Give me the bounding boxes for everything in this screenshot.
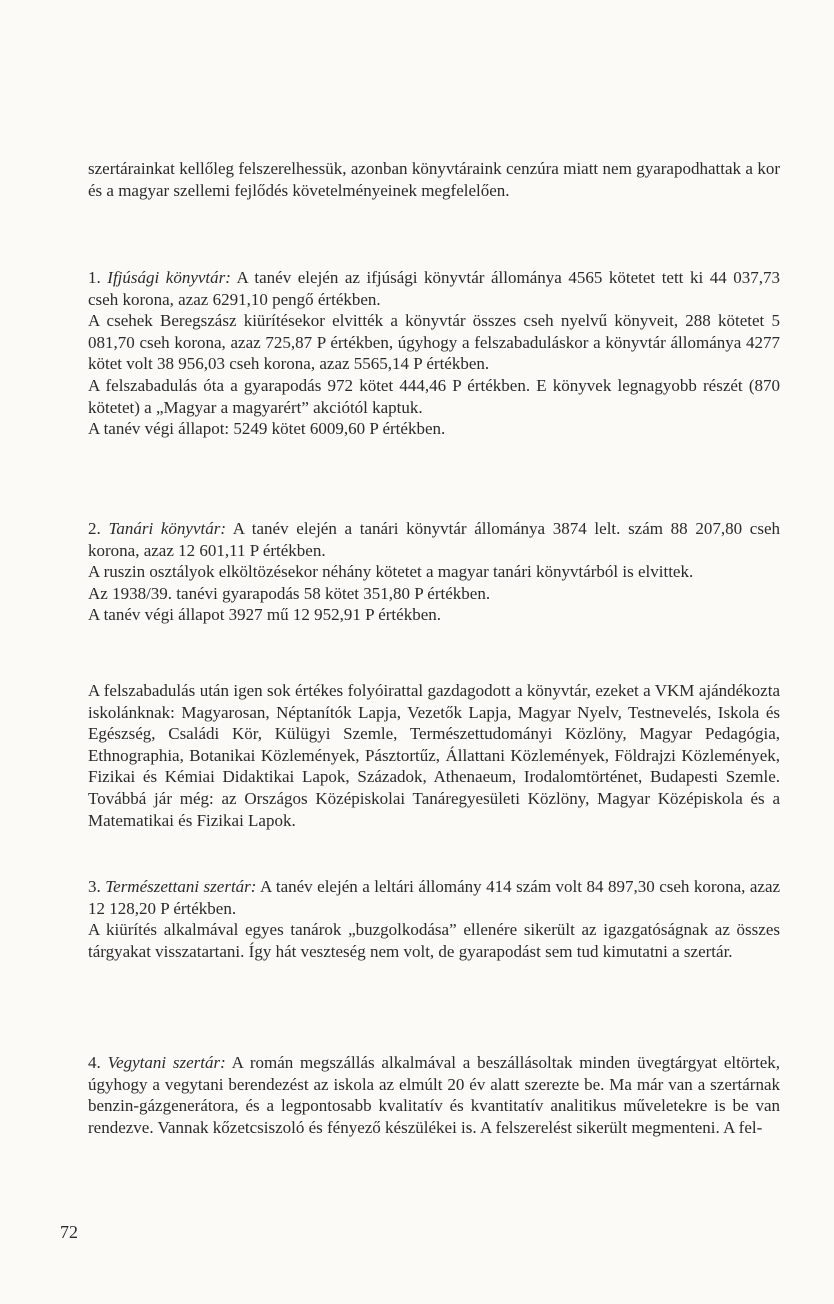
section4-number: 4. [88,1053,101,1072]
section2-title: Tanári könyvtár: [108,519,226,538]
section1-para2: A csehek Beregszász kiürítésekor elvitték a könyvtár összes cseh nyelvű könyveit, 288 kötetet 5 081,70 cseh korona, azaz 725,87 P értékben, úgyhogy a felszabaduláskor a könyvtár állománya 4277 kötet volt 38 956,03 cseh korona, azaz 5565,14 P értékben. [88,311,780,374]
section2-para1 [88,518,780,561]
section4-para1 [88,1052,780,1138]
section2-para3: Az 1938/39. tanévi gyarapodás 58 kötet 351,80 P értékben. [88,583,491,603]
section3-para1 [88,876,780,919]
section3-title: Természettani szertár: [105,877,257,896]
section2-para2: A ruszin osztályok elköltözésekor néhány kötetet a magyar tanári könyvtárból is elvittek. [88,562,694,582]
intro-text: szertárainkat kellőleg felszerelhessük, azonban könyvtáraink cenzúra miatt nem gyarapodhattak a kor és a magyar szellemi fejlődés követelményeinek megfelelően. [88,159,780,200]
section2-p1: A tanév elején a tanári könyvtár állománya 3874 lelt. szám 88 207,80 cseh korona, azaz 12 601,11 P értékben. [88,519,781,560]
periodicals-paragraph [88,680,780,831]
section-vegytani-szertar [88,1052,780,1138]
section1-para1 [88,267,780,310]
section1-p1: A tanév elején az ifjúsági könyvtár állománya 4565 kötetet tett ki 44 037,73 cseh korona, azaz 6291,10 pengő értékben. [88,268,780,309]
section3-p1: A tanév elején a leltári állomány 414 szám volt 84 897,30 cseh korona, azaz 12 128,20 P értékben. [88,877,781,918]
intro-paragraph [88,158,780,201]
section1-title: Ifjúsági könyvtár: [107,268,231,287]
section2-number: 2. [88,519,101,538]
section-ifjusagi-konyvtar [88,267,780,440]
section4-p1: A román megszállás alkalmával a beszállásoltak minden üvegtárgyat eltörtek, úgyhogy a vegytani berendezést az iskola az elmúlt 20 év alatt szerezte be. Ma már van a szertárnak benzin-gázgenerátora, és a legpontosabb kvalitatív és kvantitatív analitikus műveletekre is be van rendezve. Vannak kőzetcsiszoló és fényező készülékei is. A felszerelést sikerült megmenteni. A fel- [88,1053,781,1137]
section4-title: Vegytani szertár: [107,1053,226,1072]
section3-para2: A kiürítés alkalmával egyes tanárok „buzgolkodása” ellenére sikerült az igazgatóságnak az összes tárgyakat visszatartani. Így hát veszteség nem volt, de gyarapodást sem tud kimutatni a szertár. [88,920,780,961]
section2-para4: A tanév végi állapot 3927 mű 12 952,91 P értékben. [88,605,441,625]
section-tanari-konyvtar [88,518,780,626]
section-termeszettani-szertar [88,876,780,962]
section1-number: 1. [88,268,101,287]
page-number: 72 [60,1222,78,1242]
section1-para4: A tanév végi állapot: 5249 kötet 6009,60 P értékben. [88,419,446,439]
periodicals-text: A felszabadulás után igen sok értékes folyóirattal gazdagodott a könyvtár, ezeket a VKM ajándékozta iskolánknak: Magyarosan, Néptanítók Lapja, Vezetők Lapja, Magyar Nyelv, Testnevelés, Iskola és Egészség, Családi Kör, Külügyi Szemle, Természettudományi Közlöny, Magyar Pedagógia, Ethnographia, Botanikai Közlemények, Pásztortűz, Állattani Közlemények, Földrajzi Közlemények, Fizikai és Kémiai Didaktikai Lapok, Századok, Athenaeum, Irodalomtörténet, Budapesti Szemle. Továbbá jár még: az Országos Középiskolai Tanáregyesületi Közlöny, Magyar Középiskola és a Matematikai és Fizikai Lapok. [88,681,780,830]
section1-para3: A felszabadulás óta a gyarapodás 972 kötet 444,46 P értékben. E könyvek legnagyobb részét (870 kötetet) a „Magyar a magyarért” akciótól kaptuk. [88,375,780,417]
section3-number: 3. [88,877,101,896]
